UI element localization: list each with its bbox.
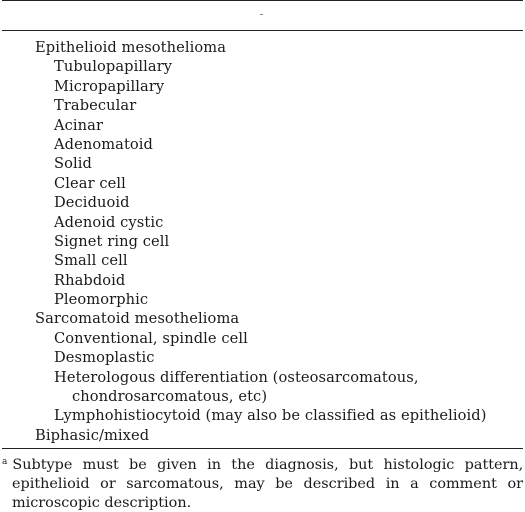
table-top-rule	[2, 0, 523, 1]
table-subtype-row: Solid	[54, 155, 92, 173]
footnote-word: sarcomatous,	[126, 475, 224, 492]
table-footnote	[0, 456, 525, 512]
footnote-word: diagnosis,	[265, 457, 339, 473]
header-cell	[260, 14, 263, 15]
table-subtype-row: Small cell	[54, 252, 128, 270]
footnote-word: in	[207, 457, 221, 473]
header-bottom-rule	[2, 30, 523, 31]
footnote-word: described	[303, 475, 376, 492]
footnote-word: a	[410, 475, 419, 492]
footnote-word: be	[129, 457, 147, 473]
footnote-word: comment	[429, 475, 497, 492]
table-bottom-rule	[2, 448, 523, 449]
table-subtype-row: Adenomatoid	[54, 135, 154, 153]
table-subtype-row: Heterologous differentiation (osteosarcomatous,	[54, 368, 419, 386]
footnote-line-1	[0, 456, 525, 475]
table-subtype-row: Deciduoid	[54, 194, 130, 212]
footnote-word: epithelioid	[12, 475, 90, 492]
table-subtype-row: Signet ring cell	[54, 232, 170, 250]
footnote-word: or	[100, 475, 116, 492]
table-subtype-row: chondrosarcomatous, etc)	[72, 388, 268, 406]
table-subtype-row: Lymphohistiocytoid (may also be classified as epithelioid)	[54, 407, 487, 425]
table-subtype-row: Trabecular	[54, 97, 137, 115]
table-category-row: Epithelioid mesothelioma	[35, 39, 227, 56]
table-subtype-row: Tubulopapillary	[54, 58, 173, 76]
footnote-line-1-text	[12, 456, 523, 475]
footnote-word: may	[234, 475, 265, 492]
table-category-row: Biphasic/mixed	[35, 426, 150, 444]
footnote-marker: a	[2, 457, 8, 467]
footnote-word: but	[348, 457, 374, 473]
footnote-line-2-text	[12, 475, 523, 494]
footnote-word: given	[157, 457, 197, 473]
footnote-word: in	[385, 475, 400, 492]
table-subtype-row: Rhabdoid	[54, 271, 126, 289]
table-body	[0, 38, 525, 445]
table-subtype-row: Acinar	[54, 116, 104, 134]
footnote-line-3: microscopic description.	[12, 494, 192, 511]
table-subtype-row: Pleomorphic	[54, 291, 149, 309]
footnote-word: be	[275, 475, 293, 492]
footnote-word: or	[507, 475, 523, 492]
footnote-word: the	[231, 457, 255, 473]
footnote-word: pattern,	[464, 457, 524, 473]
table-subtype-row: Micropapillary	[54, 77, 165, 95]
table-subtype-row: Adenoid cystic	[54, 213, 164, 231]
footnote-word: histologic	[383, 457, 455, 473]
footnote-word: Subtype	[12, 457, 73, 473]
table-subtype-row: Desmoplastic	[54, 349, 155, 367]
footnote-line-2	[0, 475, 525, 494]
table-category-row: Sarcomatoid mesothelioma	[35, 310, 240, 328]
footnote-word: must	[82, 457, 119, 473]
table-subtype-row: Clear cell	[54, 174, 126, 192]
table-subtype-row: Conventional, spindle cell	[54, 329, 248, 347]
